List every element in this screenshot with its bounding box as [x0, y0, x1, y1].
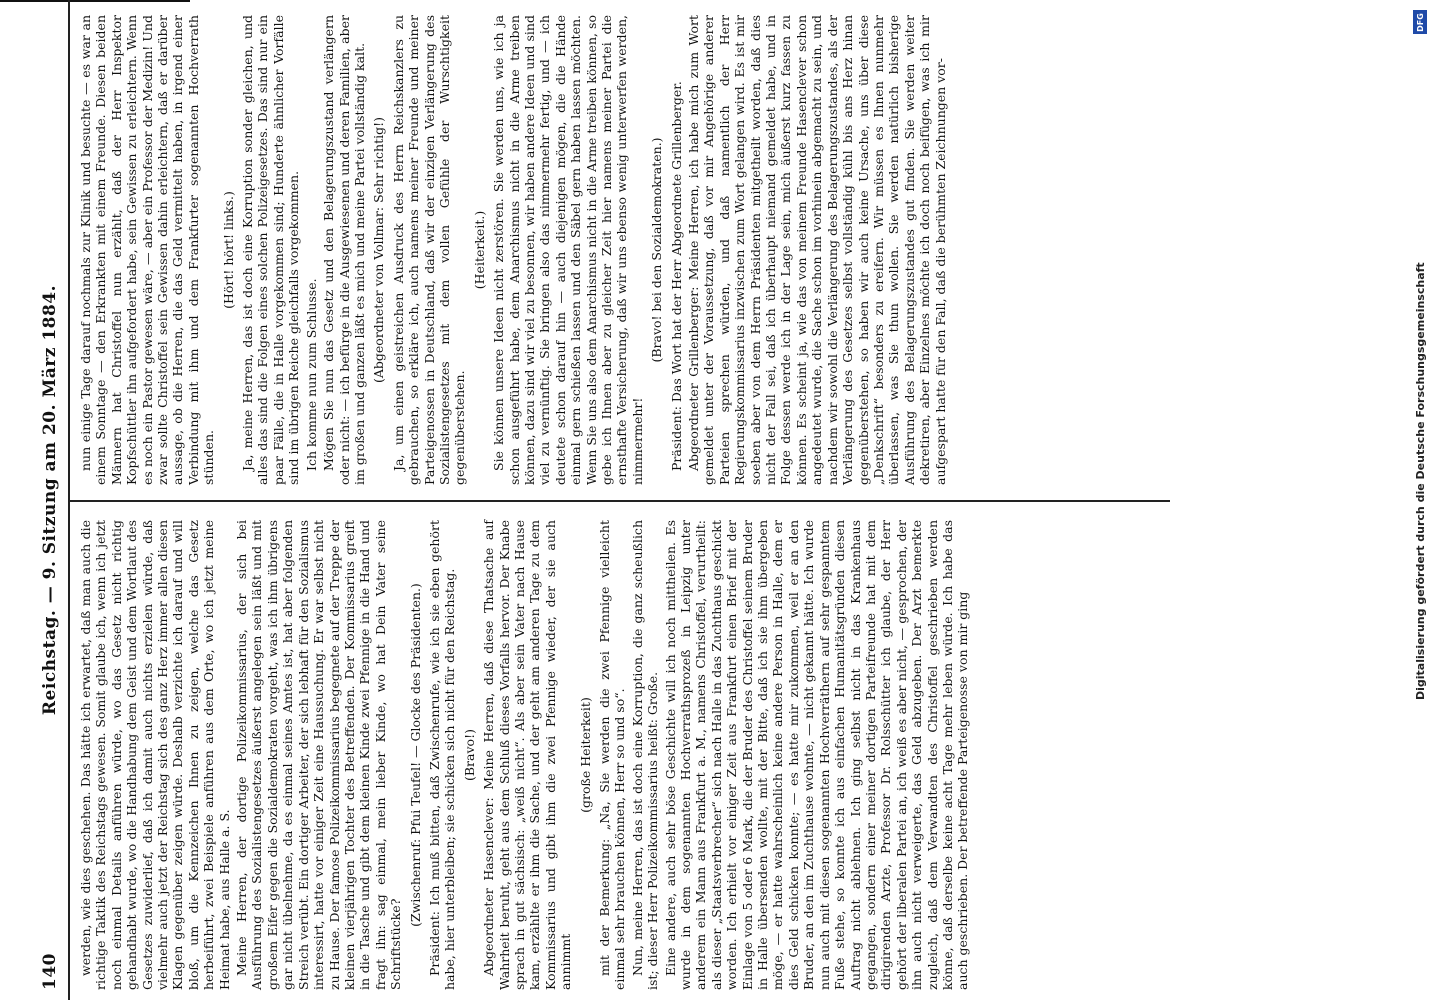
paragraph: Ja, meine Herren, das ist doch eine Korruption sonder gleichen, und alles das sind die Folgen eines solchen Polizeigesetzes. Das sind nur ein paar Fälle, die in Halle vorgekommen sind; Hunderte ähnlicher Vorfälle sind im übrigen Reiche gleichfalls vorgekommen.	[240, 15, 302, 485]
paragraph: Ich komme nun zum Schlusse.	[303, 278, 319, 471]
interjection: (Hört! hört! links.)	[220, 191, 236, 309]
paragraph: mit der Bemerkung: „Na, Sie werden die zwei Pfennige vielleicht einmal sehr brauchen können, Herr so und so“.	[597, 520, 628, 990]
paragraph: Mögen Sie nun das Gesetz und den Belagerungszustand verlängern oder nicht: — ich befürge in die Ausgewiesenen und deren Familien, aber im großen und ganzen läßt es mich und meine Partei vollständig kalt.	[321, 15, 367, 485]
paragraph: Abgeordneter Grillenberger: Meine Herren, ich habe mich zum Wort gemeldet unter der Voraussetzung, daß vor mir Angehörige anderer Parteien sprechen würden, und daß namentlich der Herr Regierungskommissarius inzwischen zum Wort gelangen wird. Es ist mir soeben aber von dem Herrn Präsidenten mitgetheilt worden, daß dies nicht der Fall sei, daß ich überhaupt niemand gemeldet habe, und in Folge dessen werde ich in der Lage sein, mich äußerst kurz fassen zu können. Es scheint ja, wie das von meinem Freunde Hasenclever schon angedeutet wurde, die Sache schon im vorhinein abgemacht zu sein, und nachdem wir sowohl die Verlängerung des Belagerungszustandes, als der Verlängerung des Gesetzes selbst vollständig kühl bis ans Herz hinan gegenüberstehen, so haben wir auch keine Ursache, uns über diese „Denkschrift“ besonders zu ereifern. Wir müssen es Ihnen nunmehr überlassen, was Sie thun wollen. Sie werden natürlich bisherige Ausführung des Belagerungszustandes gut finden. Sie werden weiter dekretiren, aber Einzelnes möchte ich doch noch beifügen, was ich mir aufgespart hatte für den Fall, daß die berühmten Zeichnungen vor-	[686, 15, 948, 485]
paragraph: Eine andere, auch sehr böse Geschichte will ich noch mittheilen. Es wurde in dem sogenannten Hochverrathsprozeß in Leipzig unter anderem ein Mann aus Frankfurt a. M., namens Christoffel, verurtheilt: als dieser „Staatsverbrecher“ sich nach Halle in das Zuchthaus geschickt worden. Ich erhielt vor einiger Zeit aus Frankfurt einen Brief mit der Einlage von 5 oder 6 Mark, die der Bruder des Christoffel seinem Bruder in Halle übersenden wollte, mit der Bitte, daß ich sie ihm übergeben möge, — er hatte wahrscheinlich keine andere Person in Halle, dem er dies Geld schicken konnte; — es hatte mir zukommen, weil er an den Bruder, an den im Zuchthause wohnte, — nicht gekannt hätte. Ich wurde nun auch mit diesen sogenannten Hochverräthern auf sehr gespanntem Fuße stehe, so konnte ich aus einfachen Humanitätsgründen diesen Auftrag nicht ablehnen. Ich ging selbst nicht in das Krankenhaus gegangen, sondern einer meiner dortigen Parteifreunde hat mit dem dirigirenden Arzte, Professor Dr. Rolsschütter ich glaube, der Herr gehört der liberalen Partei an, ich weiß es aber nicht, — gesprochen, der ihn auch nicht verweigerte, das Geld abzugeben. Der Arzt bemerkte zugleich, daß dem Verwandten des Christoffel geschrieben werden könne, daß derselbe keine acht Tage mehr leben würde. Ich habe das auch geschrieben. Der betreffende Parteigenosse von mir ging	[662, 520, 971, 990]
paragraph: Meine Herren, der dortige Polizeikommissarius, der sich bei Ausführung des Sozialistengesetzes äußerst angelegen sein läßt und mit großem Eifer gegen die Sozialdemokraten vorgeht, was ich ihm übrigens gar nicht übelnehme, da es einmal seines Amtes ist, hat aber folgenden Streich verübt. Ein dortiger Arbeiter, der sich lebhaft für den Sozialismus interessirt, hatte vor einiger Zeit eine Haussuchung. Er war selbst nicht zu Hause. Der famose Polizeikommissarius begegnete auf der Treppe der kleinen vierjährigen Tochter des Betreffenden. Der Kommissarius greift in die Tasche und gibt dem kleinen Kinde zwei Pfennige in die Hand und fragt ihn: sag einmal, mein lieber Kinde, wo hat Dein Vater seine Schriftstücke?	[234, 520, 404, 990]
interjection: (Bravo!)	[461, 729, 477, 781]
interjection: (Heiterkeit.)	[471, 210, 487, 290]
interjection: (Bravo! bei den Sozialdemokraten.)	[649, 137, 665, 363]
page-number: 140	[40, 953, 60, 990]
page-header	[40, 0, 70, 1000]
paragraph: Abgeordneter Hasenclever: Meine Herren, daß diese Thatsache auf Wahrheit beruht, geht aus dem Schluß dieses Vorfalls hervor. Der Knabe sprach in gut sächsisch: „weiß nicht“. Als aber sein Vater nach Hause kam, erzählte er ihm die Sache, und der geht am anderen Tage zu dem Kommissarius und gibt ihm die zwei Pfennige wieder, der sie auch annimmt	[481, 520, 574, 990]
paragraph: nun einige Tage darauf nochmals zur Klinik und besuchte — es war an einem Sonntage — den Erkrankten mit einem Freunde. Diesen beiden Männern hat Christoffel nun erzählt, daß der Herr Inspektor Kopfschüttler ihn aufgefordert habe, sein Gewissen zu erleichtern. Wenn es noch ein Pastor gewesen wäre, — aber ein Professor der Medizin! Und zwar sollte Christoffel sein Gewissen dahin erleichtern, daß er darüber aussage, ob die Herren, die das Geld vermittelt haben, in irgend einer Verbindung mit ihm und dem Frankfurter sogenannten Hochverrath stünden.	[78, 15, 217, 485]
paragraph: Ja, um einen geistreichen Ausdruck des Herrn Reichskanzlers zu gebrauchen, so erkläre ich, auch namens meiner Freunde und meiner Parteigenossen in Deutschland, daß wir der einzigen Verlängerung des Sozialistengesetzes mit dem vollen Gefühle der Wurschtigkeit gegenüberstehen.	[390, 15, 468, 485]
column-divider	[70, 500, 1170, 502]
paragraph: Nun, meine Herren, das ist doch eine Korruption, die ganz scheußlich ist; dieser Herr Polizeikommissarius heißt: Große.	[629, 520, 661, 990]
left-column	[78, 520, 973, 990]
right-column	[78, 15, 950, 485]
paragraph: Präsident: Ich muß bitten, daß Zwischenrufe, wie ich sie eben gehört habe, hier unterbleiben; sie schicken sich nicht für den Reichstag.	[426, 520, 458, 990]
dfg-logo-badge	[1413, 10, 1427, 34]
paragraph: Präsident: Das Wort hat der Herr Abgeordnete Grillenberger.	[668, 81, 684, 471]
page-title: Reichstag. — 9. Sitzung am 20. März 1884.	[40, 284, 60, 716]
interjection: (große Heiterkeit)	[577, 697, 593, 813]
interjection: (Zwischenruf: Pfui Teufel! — Glocke des Präsidenten.)	[407, 583, 423, 927]
interjection: (Abgeordneter von Vollmar: Sehr richtig!)	[371, 117, 387, 384]
digitization-note: Digitalisierung gefördert durch die Deutsche Forschungsgemeinschaft	[1414, 262, 1427, 700]
paragraph: Sie können unsere Ideen nicht zerstören. Sie werden uns, wie ich ja schon ausgeführt habe, dem Anarchismus nicht in die Arme treiben können, dazu sind wir viel zu besonnen, wir haben andere Ideen und sind viel zu vernünftig. Sie bringen also das nimmermehr fertig, und — ich deutete schon darauf hin — auch diejenigen mögen, die die Hände einmal gern schießen lassen und den Säbel gern haben lassen möchten. Wenn Sie uns also dem Anarchismus nicht in die Arme treiben können, so gebe ich Ihnen aber zu gleicher Zeit hier namens meiner Partei die ernsthafte Versicherung, daß wir uns ebenso wenig unterwerfen werden, nimmermehr!	[491, 15, 645, 485]
paragraph: werden, wie dies geschehen. Das hätte ich erwartet, daß man auch die richtige Taktik des Reichstags gewesen. Somit glaube ich, wenn ich jetzt noch einmal Details anführen würde, wo das Gesetz nicht richtig gehandhabt wurde, wo die Handhabung dem Geist und dem Wortlaut des Gesetzes zuwiderlief, daß ich damit auch nichts erzielen würde, daß vielmehr auch jetzt der Reichstag sich des ganz Herz immer allen diesen Klagen gegenüber zeigen würde. Deshalb verzichte ich darauf und will bloß, um die Kennzeichen Ihnen zu zeigen, welche das Gesetz herbeiführt, zwei Beispiele anführen aus dem Orte, wo ich jetzt meine Heimat habe, aus Halle a. S.	[78, 520, 232, 990]
dfg-badge-text: DFG	[1415, 12, 1425, 32]
